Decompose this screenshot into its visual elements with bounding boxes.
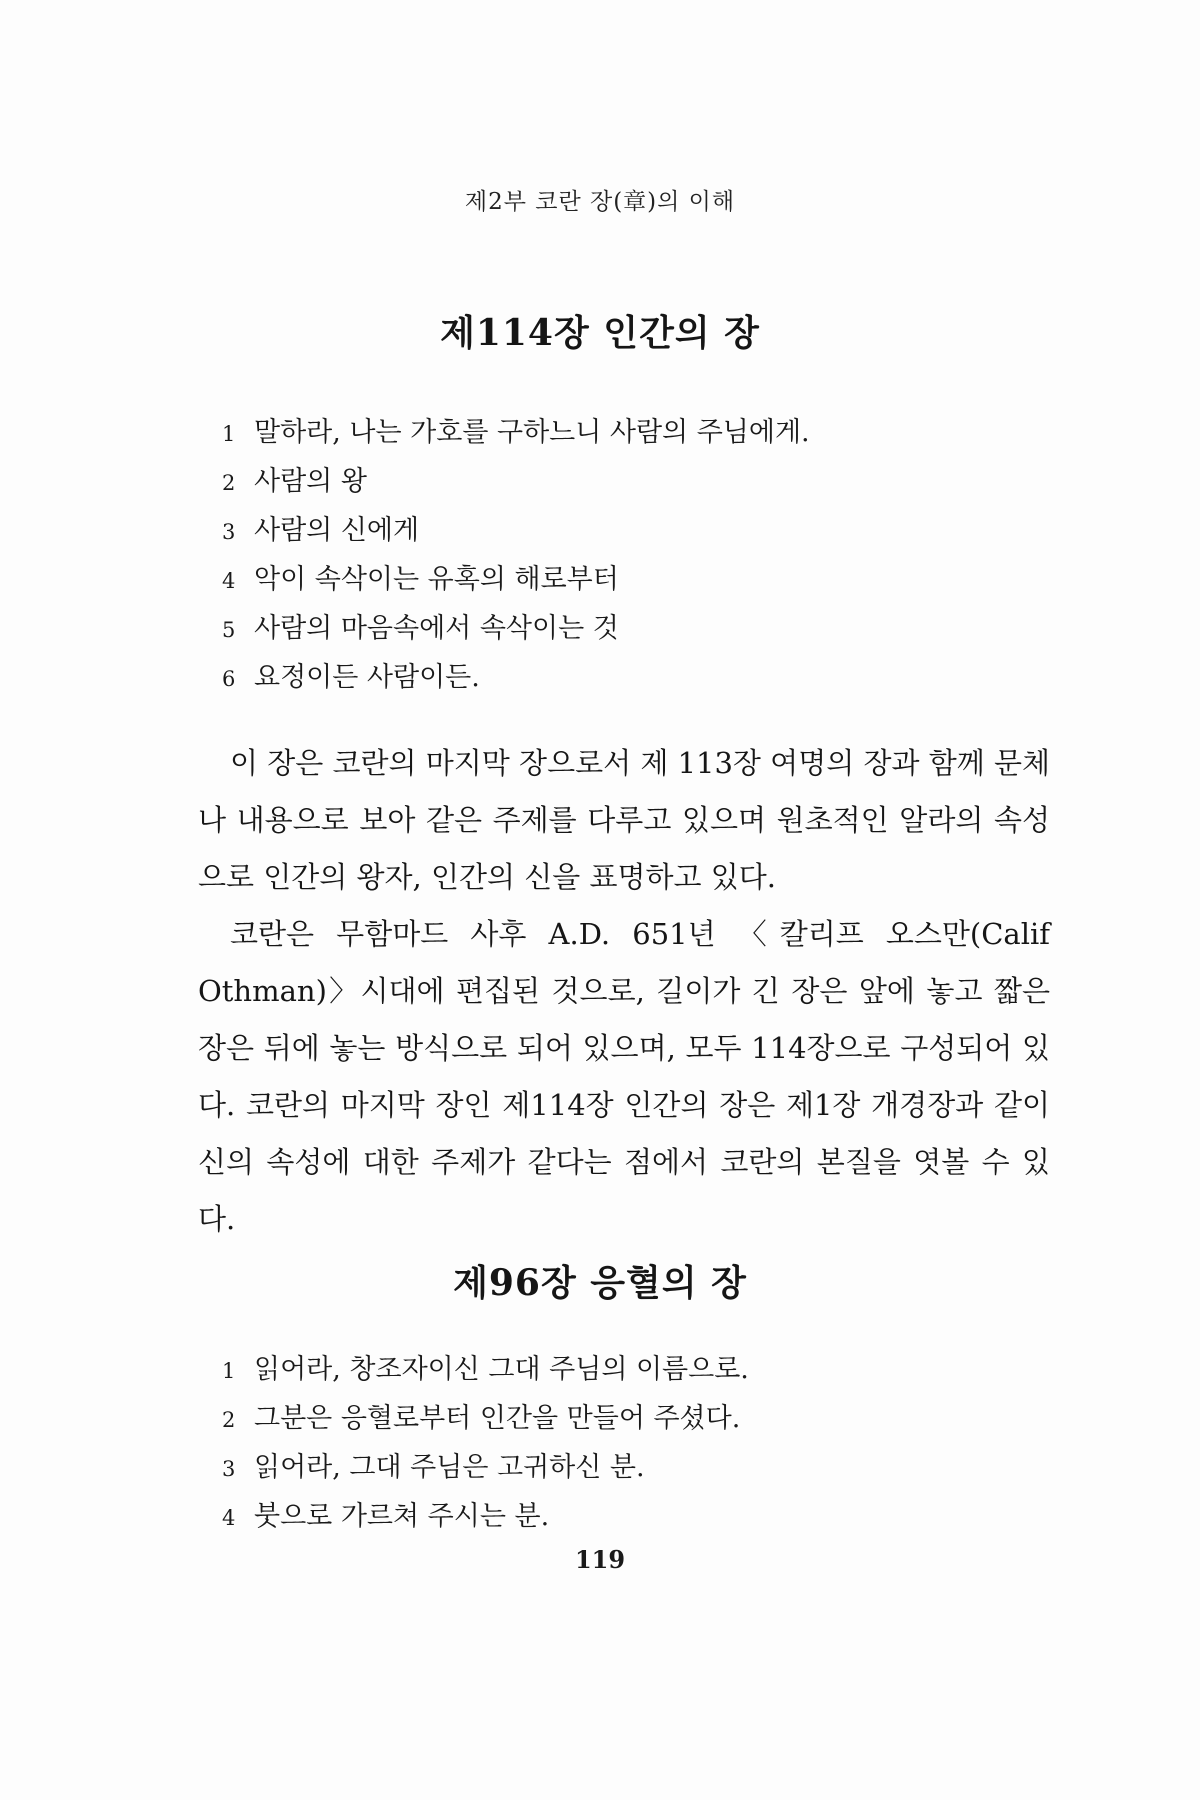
- verse-text: 읽어라, 창조자이신 그대 주님의 이름으로.: [254, 1354, 749, 1385]
- verse-item: [222, 1394, 1022, 1443]
- verse-number: 1: [222, 1359, 236, 1383]
- verse-number: 4: [222, 1506, 236, 1530]
- verse-item: [222, 555, 1022, 604]
- chapter-96-title: 제96장 응혈의 장: [453, 1262, 747, 1304]
- verse-item: [222, 1345, 1022, 1394]
- verse-item: [222, 506, 1022, 555]
- verse-item: [222, 604, 1022, 653]
- verse-item: [222, 1443, 1022, 1492]
- verse-number: 3: [222, 1457, 236, 1481]
- verse-item: [222, 653, 1022, 702]
- verse-number: 2: [222, 1408, 236, 1432]
- verse-number: 6: [222, 667, 236, 691]
- commentary-body: [198, 735, 1050, 1248]
- commentary-paragraph: 이 장은 코란의 마지막 장으로서 제 113장 여명의 장과 함께 문체나 내용으로 보아 같은 주제를 다루고 있으며 원초적인 알라의 속성으로 인간의 왕자, 인간의 신을 표명하고 있다.: [198, 746, 1050, 894]
- verse-number: 2: [222, 471, 236, 495]
- chapter-114-title: 제114장 인간의 장: [440, 312, 760, 354]
- verse-text: 읽어라, 그대 주님은 고귀하신 분.: [254, 1452, 645, 1483]
- verse-text: 사람의 마음속에서 속삭이는 것: [254, 613, 619, 644]
- verse-text: 요정이든 사람이든.: [254, 662, 480, 693]
- page-number: 119: [574, 1545, 626, 1574]
- chapter-96-verse-list: [222, 1345, 1022, 1541]
- verse-number: 3: [222, 520, 236, 544]
- running-header: 제2부 코란 장(章)의 이해: [464, 189, 736, 215]
- verse-text: 악이 속삭이는 유혹의 해로부터: [254, 564, 619, 595]
- commentary-paragraph: 코란은 무함마드 사후 A.D. 651년 〈칼리프 오스만(Calif Othman)〉시대에 편집된 것으로, 길이가 긴 장은 앞에 놓고 짧은 장은 뒤에 놓는 방식으로 되어 있으며, 모두 114장으로 구성되어 있다. 코란의 마지막 장인 제114장 인간의 장은 제1장 개경장과 같이 신의 속성에 대한 주제가 같다는 점에서 코란의 본질을 엿볼 수 있다.: [198, 917, 1050, 1236]
- verse-text: 사람의 신에게: [254, 515, 420, 546]
- verse-text: 붓으로 가르쳐 주시는 분.: [254, 1501, 550, 1532]
- verse-item: [222, 457, 1022, 506]
- verse-text: 사람의 왕: [254, 466, 367, 497]
- verse-number: 1: [222, 422, 236, 446]
- verse-text: 그분은 응혈로부터 인간을 만들어 주셨다.: [254, 1403, 741, 1434]
- verse-number: 4: [222, 569, 236, 593]
- verse-text: 말하라, 나는 가호를 구하느니 사람의 주님에게.: [254, 417, 810, 448]
- chapter-114-verse-list: [222, 408, 1022, 702]
- verse-item: [222, 408, 1022, 457]
- verse-number: 5: [222, 618, 236, 642]
- verse-item: [222, 1492, 1022, 1541]
